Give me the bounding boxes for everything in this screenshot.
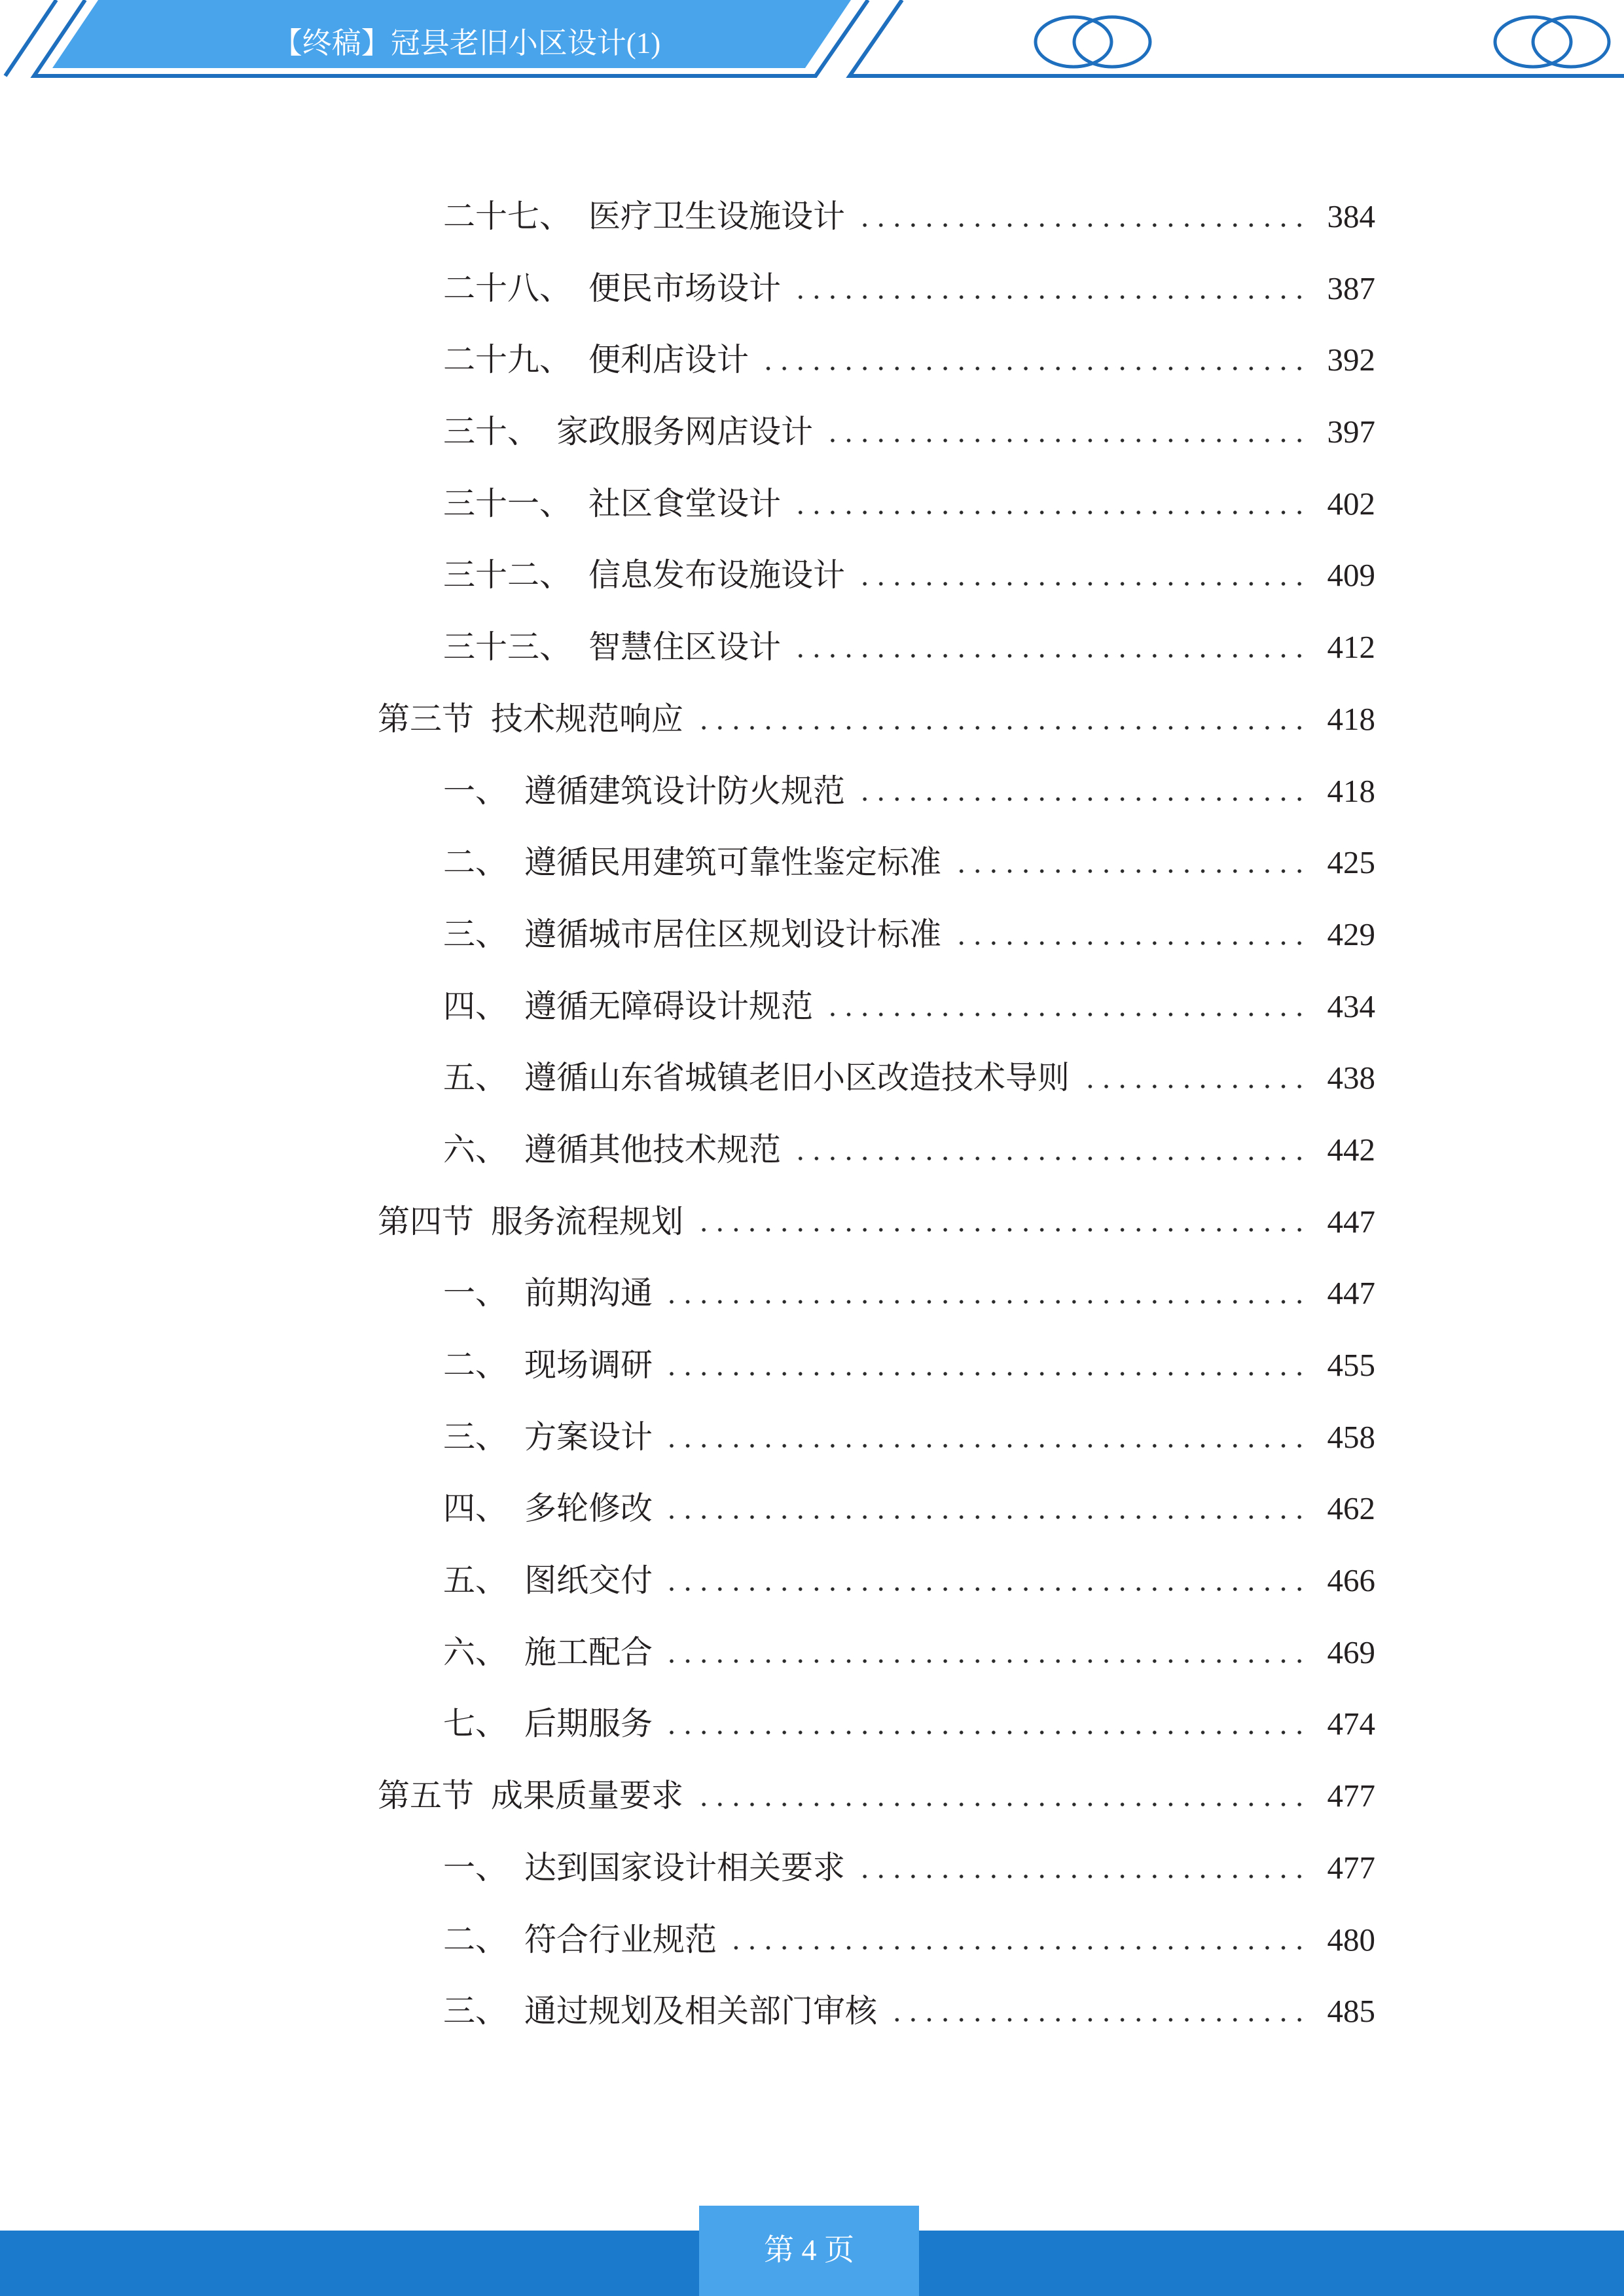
toc-entry[interactable]: [443, 1329, 1375, 1401]
toc-entry-page: 438: [1327, 1060, 1375, 1096]
toc-entry-page: 412: [1327, 629, 1375, 666]
toc-section-title: 服务流程规划: [491, 1203, 684, 1240]
dot-leader: [693, 1760, 1307, 1832]
toc-entry[interactable]: [443, 1114, 1375, 1186]
toc-entry-page: 409: [1327, 557, 1375, 594]
table-of-contents: [0, 181, 1624, 2047]
toc-entry-page: 477: [1327, 1849, 1375, 1886]
dot-leader: [822, 971, 1307, 1043]
dot-leader: [662, 1401, 1307, 1473]
toc-entry-page: 425: [1327, 844, 1375, 881]
toc-entry-title: 前期沟通: [524, 1275, 653, 1312]
dot-leader: [662, 1617, 1307, 1689]
toc-entry-number: 四、: [443, 988, 508, 1024]
toc-entry-page: 469: [1327, 1634, 1375, 1670]
toc-entry-number: 三、: [443, 1418, 508, 1455]
toc-section-title: 技术规范响应: [491, 700, 684, 737]
toc-entry-number: 二、: [443, 1347, 508, 1383]
toc-entry-number: 一、: [443, 772, 508, 809]
toc-entry-title: 智慧住区设计: [588, 629, 782, 666]
toc-entry[interactable]: [443, 181, 1375, 253]
page-number: 第 4 页: [764, 2233, 854, 2267]
toc-entry-page: 384: [1327, 198, 1375, 234]
dot-leader: [662, 1688, 1307, 1760]
toc-entry-title: 遵循无障碍设计规范: [524, 988, 814, 1024]
toc-entry-title: 达到国家设计相关要求: [524, 1849, 846, 1886]
toc-entry[interactable]: [443, 324, 1375, 396]
toc-entry-number: 六、: [443, 1634, 508, 1670]
dot-leader: [1079, 1042, 1307, 1114]
dot-leader: [790, 468, 1307, 540]
toc-entry-number: 六、: [443, 1131, 508, 1168]
toc-entry-number: 二十九、: [443, 342, 572, 378]
dot-leader: [790, 1114, 1307, 1186]
toc-entry-number: 四、: [443, 1490, 508, 1527]
toc-entry-number: 七、: [443, 1706, 508, 1742]
toc-entry[interactable]: [443, 396, 1375, 468]
toc-entry-title: 医疗卫生设施设计: [588, 198, 846, 234]
toc-entry[interactable]: [443, 899, 1375, 971]
toc-entry[interactable]: [443, 1473, 1375, 1545]
dot-leader: [950, 899, 1307, 971]
toc-entry-number: 三十、: [443, 414, 540, 450]
toc-entry-page: 447: [1327, 1275, 1375, 1312]
dot-leader: [822, 396, 1307, 468]
toc-entry[interactable]: [443, 827, 1375, 899]
toc-entry-page: 387: [1327, 270, 1375, 306]
toc-entry-title: 符合行业规范: [524, 1921, 717, 1958]
toc-entry-number: 五、: [443, 1060, 508, 1096]
rings-icon: [1495, 17, 1609, 67]
dot-leader: [662, 1545, 1307, 1617]
toc-entry[interactable]: [443, 1617, 1375, 1689]
toc-section-entry[interactable]: [378, 1186, 1375, 1258]
dot-leader: [726, 1904, 1307, 1976]
document-title: 【终稿】冠县老旧小区设计(1): [272, 27, 661, 60]
rings-icon: [1036, 17, 1150, 67]
toc-entry-page: 418: [1327, 772, 1375, 809]
dot-leader: [662, 1329, 1307, 1401]
toc-entry-page: 447: [1327, 1203, 1375, 1240]
toc-entry-page: 455: [1327, 1347, 1375, 1383]
dot-leader: [950, 827, 1307, 899]
toc-entry[interactable]: [443, 1545, 1375, 1617]
toc-section-entry[interactable]: [378, 683, 1375, 755]
dot-leader: [854, 1832, 1307, 1904]
toc-entry-title: 图纸交付: [524, 1562, 653, 1599]
dot-leader: [854, 755, 1307, 827]
toc-section-entry[interactable]: [378, 1760, 1375, 1832]
toc-entry-number: 三十三、: [443, 629, 572, 666]
toc-entry-number: 二、: [443, 1921, 508, 1958]
toc-entry-title: 多轮修改: [524, 1490, 653, 1527]
toc-entry-title: 社区食堂设计: [588, 485, 782, 522]
header-left-stripe: [5, 0, 56, 76]
toc-entry-title: 信息发布设施设计: [588, 557, 846, 594]
toc-entry-page: 477: [1327, 1778, 1375, 1814]
toc-entry-title: 遵循城市居住区规划设计标准: [524, 916, 942, 952]
toc-entry-number: 二、: [443, 844, 508, 881]
toc-entry-title: 遵循建筑设计防火规范: [524, 772, 846, 809]
toc-entry-number: 三十一、: [443, 485, 572, 522]
dot-leader: [790, 253, 1307, 325]
dot-leader: [886, 1975, 1307, 2047]
toc-entry[interactable]: [443, 1688, 1375, 1760]
toc-entry[interactable]: [443, 1832, 1375, 1904]
toc-entry[interactable]: [443, 1904, 1375, 1976]
toc-entry-page: 429: [1327, 916, 1375, 952]
toc-entry[interactable]: [443, 1042, 1375, 1114]
toc-entry[interactable]: [443, 1257, 1375, 1329]
toc-entry-page: 474: [1327, 1706, 1375, 1742]
toc-entry-title: 遵循民用建筑可靠性鉴定标准: [524, 844, 942, 881]
dot-leader: [854, 539, 1307, 611]
toc-entry-page: 442: [1327, 1131, 1375, 1168]
toc-section-title: 成果质量要求: [491, 1778, 684, 1814]
dot-leader: [693, 1186, 1307, 1258]
toc-entry-page: 462: [1327, 1490, 1375, 1527]
toc-entry[interactable]: [443, 1401, 1375, 1473]
toc-entry[interactable]: [443, 755, 1375, 827]
toc-section-number: 第五节: [378, 1778, 475, 1814]
toc-entry-title: 家政服务网店设计: [556, 414, 814, 450]
toc-entry-page: 402: [1327, 485, 1375, 522]
toc-entry-number: 二十八、: [443, 270, 572, 306]
toc-entry-page: 466: [1327, 1562, 1375, 1599]
toc-entry-page: 485: [1327, 1993, 1375, 2030]
dot-leader: [758, 324, 1307, 396]
toc-entry-page: 418: [1327, 700, 1375, 737]
header-rule: [850, 0, 1624, 76]
toc-entry-title: 后期服务: [524, 1706, 653, 1742]
toc-entry-page: 397: [1327, 414, 1375, 450]
toc-entry[interactable]: [443, 468, 1375, 540]
toc-entry-page: 480: [1327, 1921, 1375, 1958]
toc-entry[interactable]: [443, 611, 1375, 683]
dot-leader: [662, 1473, 1307, 1545]
toc-entry-title: 遵循山东省城镇老旧小区改造技术导则: [524, 1060, 1070, 1096]
toc-entry-title: 便民市场设计: [588, 270, 782, 306]
dot-leader: [662, 1257, 1307, 1329]
toc-entry-page: 392: [1327, 342, 1375, 378]
toc-entry-page: 458: [1327, 1418, 1375, 1455]
toc-entry[interactable]: [443, 1975, 1375, 2047]
toc-entry-title: 方案设计: [524, 1418, 653, 1455]
toc-entry[interactable]: [443, 971, 1375, 1043]
toc-entry-title: 遵循其他技术规范: [524, 1131, 782, 1168]
toc-entry-number: 三十二、: [443, 557, 572, 594]
toc-entry-title: 现场调研: [524, 1347, 653, 1383]
toc-entry-title: 通过规划及相关部门审核: [524, 1993, 878, 2030]
toc-entry-number: 二十七、: [443, 198, 572, 234]
dot-leader: [693, 683, 1307, 755]
toc-entry-number: 一、: [443, 1849, 508, 1886]
dot-leader: [790, 611, 1307, 683]
toc-entry-number: 三、: [443, 916, 508, 952]
dot-leader: [854, 181, 1307, 253]
toc-entry-number: 五、: [443, 1562, 508, 1599]
toc-section-number: 第三节: [378, 700, 475, 737]
toc-entry[interactable]: [443, 253, 1375, 325]
toc-entry-title: 施工配合: [524, 1634, 653, 1670]
toc-entry-number: 三、: [443, 1993, 508, 2030]
toc-section-number: 第四节: [378, 1203, 475, 1240]
toc-entry[interactable]: [443, 539, 1375, 611]
toc-entry-page: 434: [1327, 988, 1375, 1024]
toc-entry-number: 一、: [443, 1275, 508, 1312]
toc-entry-title: 便利店设计: [588, 342, 749, 378]
